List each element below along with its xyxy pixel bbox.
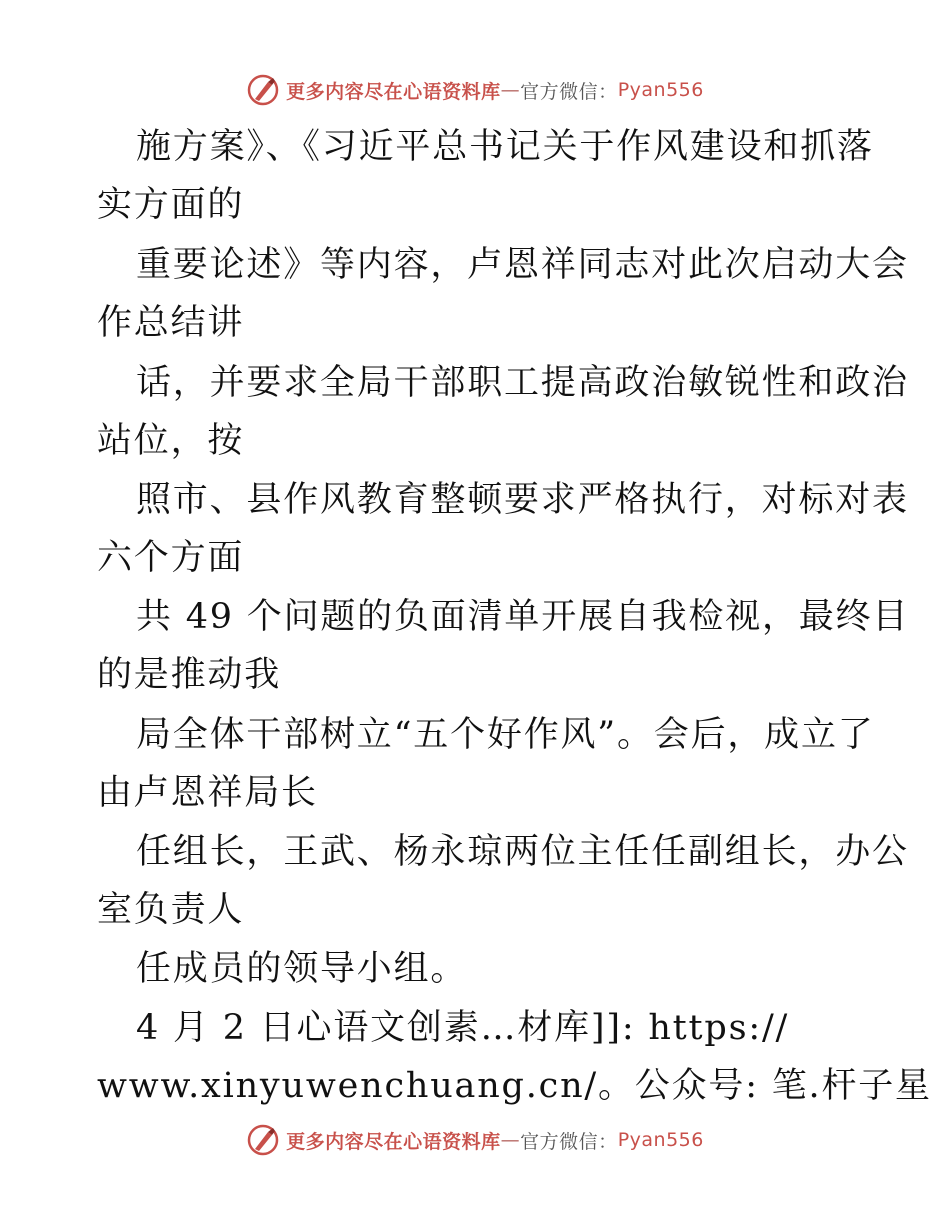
body-line: 由卢恩祥局长 — [97, 773, 318, 813]
footer-handle: Pyan556 — [617, 1129, 704, 1151]
body-line: 站位，按 — [97, 421, 245, 461]
header-title: 更多内容尽在心语资料库 — [286, 80, 501, 103]
body-line: 局全体干部树立“五个好作风”。会后，成立了 — [136, 715, 875, 755]
footer-watermark — [0, 1120, 950, 1160]
header-watermark — [0, 70, 950, 110]
body-line: 实方面的 — [97, 185, 245, 225]
header-handle: Pyan556 — [617, 79, 704, 101]
body-line: 的是推动我 — [97, 655, 282, 695]
body-line: 六个方面 — [97, 538, 245, 578]
body-line: 室负责人 — [97, 890, 245, 930]
header-subtitle: 官方微信： — [520, 80, 618, 103]
body-line: 重要论述》等内容，卢恩祥同志对此次启动大会 — [136, 245, 909, 285]
footer-title: 更多内容尽在心语资料库 — [286, 1130, 501, 1153]
body-line: 作总结讲 — [97, 303, 245, 343]
footer-separator: — — [500, 1129, 521, 1151]
body-line: 话，并要求全局干部职工提高政治敏锐性和政治 — [136, 363, 909, 403]
body-line: 任成员的领导小组。 — [136, 949, 468, 989]
body-line: 照市、县作风教育整顿要求严格执行，对标对表 — [136, 480, 909, 520]
header-separator: — — [500, 79, 521, 101]
body-line: www.xinyuwenchuang.cn/。公众号: 笔.杆子星 — [97, 1066, 932, 1106]
body-line: 任组长，王武、杨永琼两位主任任副组长，办公 — [136, 832, 909, 872]
body-line: 4 月 2 日心语文创素…材库]]: https:// — [136, 1008, 790, 1048]
quill-logo-icon — [246, 1123, 280, 1157]
footer-subtitle: 官方微信： — [520, 1130, 618, 1153]
body-line: 共 49 个问题的负面清单开展自我检视，最终目 — [136, 597, 910, 637]
quill-logo-icon — [246, 73, 280, 107]
body-line: 施方案》、《习近平总书记关于作风建设和抓落 — [136, 127, 874, 167]
